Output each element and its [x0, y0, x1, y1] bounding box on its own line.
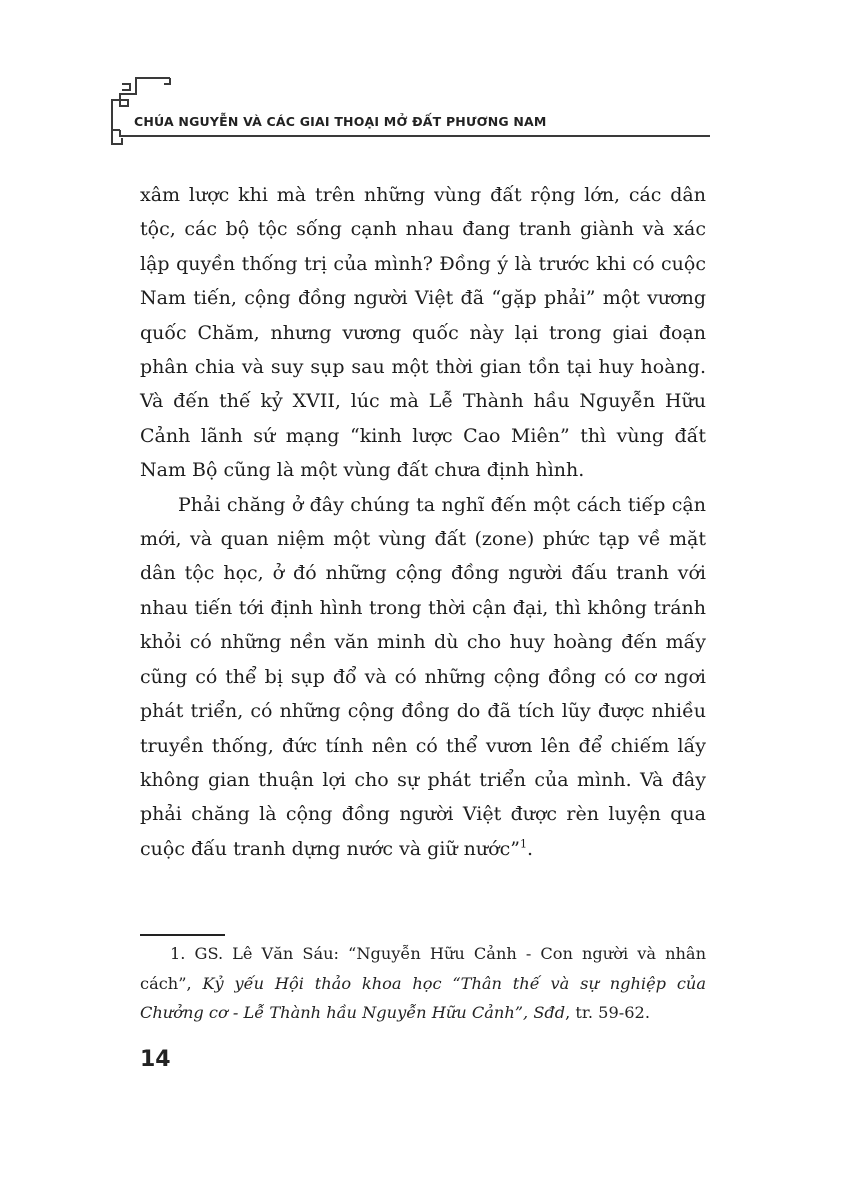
running-header — [108, 74, 708, 154]
footnote — [140, 939, 706, 1028]
footnote-tail: , tr. 59-62. — [565, 1003, 650, 1022]
header-rule — [132, 135, 710, 137]
paragraph-2-end: . — [526, 837, 534, 860]
footnote-reference[interactable]: 1 — [519, 837, 527, 851]
running-header-title: CHÚA NGUYỄN VÀ CÁC GIAI THOẠI MỞ ĐẤT PHƯƠNG NAM — [134, 114, 547, 129]
footnote-italic-title: Kỷ yếu Hội thảo khoa học “Thân thế và sự nghiệp của Chưởng cơ - Lễ Thành hầu Nguyễn Hữu Cảnh”, Sđd — [140, 973, 706, 1022]
footnote-lead: 1. GS. Lê Văn Sáu: “Nguyễn Hữu Cảnh - Con người và nhân cách”, — [140, 944, 706, 993]
paragraph — [140, 178, 706, 488]
paragraph — [140, 488, 706, 866]
footnote-text — [140, 939, 706, 1028]
footnote-separator — [140, 934, 225, 936]
page-number: 14 — [140, 1047, 171, 1072]
paragraph-2-text: Phải chăng ở đây chúng ta nghĩ đến một cách tiếp cận mới, và quan niệm một vùng đất (zone) phức tạp về mặt dân tộc học, ở đó những cộng đồng người đấu tranh với nhau tiến tới định hình trong thời cận đại, thì không tránh khỏi có những nền văn minh dù cho huy hoàng đến mấy cũng có thể bị sụp đổ và có những cộng đồng có cơ ngơi phát triển, có những cộng đồng do đã tích lũy được nhiều truyền thống, đức tính nên có thể vươn lên để chiếm lấy không gian thuận lợi cho sự phát triển của mình. Và đây phải chăng là cộng đồng người Việt được rèn luyện qua cuộc đấu tranh dựng nước và giữ nước” — [140, 493, 706, 860]
paragraph-1-text: xâm lược khi mà trên những vùng đất rộng lớn, các dân tộc, các bộ tộc sống cạnh nhau đang tranh giành và xác lập quyền thống trị của mình? Đồng ý là trước khi có cuộc Nam tiến, cộng đồng người Việt đã “gặp phải” một vương quốc Chăm, nhưng vương quốc này lại trong giai đoạn phân chia và suy sụp sau một thời gian tồn tại huy hoàng. Và đến thế kỷ XVII, lúc mà Lễ Thành hầu Nguyễn Hữu Cảnh lãnh sứ mạng “kinh lược Cao Miên” thì vùng đất Nam Bộ cũng là một vùng đất chưa định hình. — [140, 184, 706, 482]
main-text — [140, 178, 706, 866]
